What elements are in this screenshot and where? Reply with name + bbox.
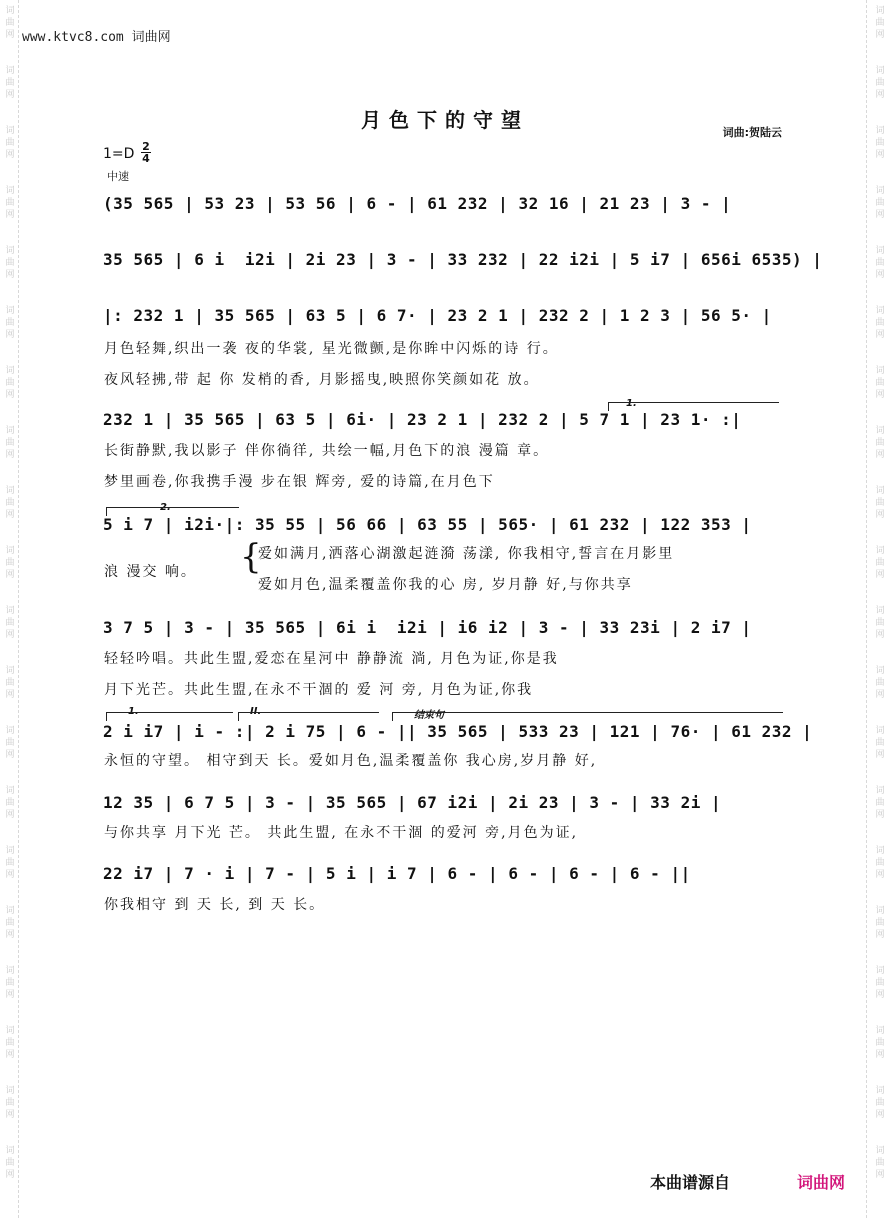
watermark-char: 网 xyxy=(875,990,885,1000)
watermark-char: 曲 xyxy=(5,618,15,628)
watermark-char: 网 xyxy=(875,270,885,280)
watermark-char: 曲 xyxy=(875,138,885,148)
watermark-char: 曲 xyxy=(5,498,15,508)
lyric-6a: 轻轻吟唱。共此生盟,爱恋在星河中 静静流 淌, 月色为证,你是我 xyxy=(104,651,559,667)
watermark-char: 词 xyxy=(875,666,885,676)
volta-ii-label: II. xyxy=(250,706,262,717)
watermark-char: 网 xyxy=(5,450,15,460)
watermark-char: 网 xyxy=(875,810,885,820)
watermark-char: 曲 xyxy=(875,558,885,568)
watermark-char: 网 xyxy=(5,330,15,340)
watermark-char: 词 xyxy=(5,426,15,436)
watermark-char: 网 xyxy=(875,390,885,400)
watermark-char: 网 xyxy=(5,810,15,820)
watermark-char: 曲 xyxy=(875,858,885,868)
score-line-9: 22 i7 | 7 · i | 7 - | 5 i | i 7 | 6 - | 6 - | 6 - | 6 - || xyxy=(103,864,691,883)
watermark-char: 网 xyxy=(5,390,15,400)
watermark-char: 网 xyxy=(5,90,15,100)
lyric-7: 永恒的守望。 相守到天 长。爱如月色,温柔覆盖你 我心房,岁月静 好, xyxy=(104,753,598,769)
watermark-char: 曲 xyxy=(5,978,15,988)
score-line-1: (35 565 | 53 23 | 53 56 | 6 - | 61 232 | 32 16 | 21 23 | 3 - | xyxy=(103,194,732,213)
left-divider xyxy=(18,0,19,1218)
watermark-char: 词 xyxy=(5,186,15,196)
watermark-char: 曲 xyxy=(875,78,885,88)
key-signature: 1=D xyxy=(103,146,135,162)
watermark-char: 网 xyxy=(5,930,15,940)
time-sig-bottom: 4 xyxy=(142,152,150,165)
watermark-char: 曲 xyxy=(875,258,885,268)
watermark-char: 网 xyxy=(875,630,885,640)
watermark-char: 曲 xyxy=(5,78,15,88)
lyric-5b: 爱如月色,温柔覆盖你我的心 房, 岁月静 好,与你共享 xyxy=(258,577,633,593)
watermark-char: 词 xyxy=(875,546,885,556)
watermark-char: 网 xyxy=(875,210,885,220)
watermark-char: 曲 xyxy=(875,498,885,508)
watermark-char: 词 xyxy=(875,486,885,496)
left-watermark-strip xyxy=(4,0,16,1218)
watermark-char: 网 xyxy=(5,210,15,220)
volta-1-label: 1. xyxy=(626,398,637,409)
watermark-char: 网 xyxy=(5,630,15,640)
watermark-char: 曲 xyxy=(5,558,15,568)
watermark-char: 词 xyxy=(875,606,885,616)
watermark-char: 网 xyxy=(5,750,15,760)
watermark-char: 网 xyxy=(5,1170,15,1180)
watermark-char: 词 xyxy=(5,786,15,796)
watermark-char: 网 xyxy=(875,750,885,760)
watermark-char: 词 xyxy=(875,66,885,76)
watermark-char: 词 xyxy=(875,186,885,196)
right-divider xyxy=(866,0,867,1218)
watermark-char: 曲 xyxy=(5,378,15,388)
lyric-4b: 梦里画卷,你我携手漫 步在银 辉旁, 爱的诗篇,在月色下 xyxy=(104,474,495,490)
watermark-char: 曲 xyxy=(875,378,885,388)
lyric-8: 与你共享 月下光 芒。 共此生盟, 在永不干涸 的爱河 旁,月色为证, xyxy=(104,825,579,841)
watermark-char: 曲 xyxy=(5,738,15,748)
watermark-char: 曲 xyxy=(5,1158,15,1168)
score-line-5: 5 i 7 | i2i·|: 35 55 | 56 66 | 63 55 | 565· | 61 232 | 122 353 | xyxy=(103,515,752,534)
footer-logo[interactable]: 词曲网 xyxy=(797,1173,846,1192)
lyric-4a: 长街静默,我以影子 伴你徜徉, 共绘一幅,月色下的浪 漫篇 章。 xyxy=(104,443,550,459)
watermark-char: 词 xyxy=(875,6,885,16)
watermark-char: 曲 xyxy=(875,978,885,988)
watermark-char: 曲 xyxy=(875,798,885,808)
watermark-char: 词 xyxy=(5,126,15,136)
watermark-char: 曲 xyxy=(5,318,15,328)
watermark-char: 词 xyxy=(875,426,885,436)
watermark-char: 词 xyxy=(875,306,885,316)
watermark-char: 曲 xyxy=(5,918,15,928)
watermark-char: 曲 xyxy=(5,438,15,448)
watermark-char: 曲 xyxy=(875,678,885,688)
watermark-char: 网 xyxy=(875,870,885,880)
watermark-char: 网 xyxy=(875,690,885,700)
score-line-8: 12 35 | 6 7 5 | 3 - | 35 565 | 67 i2i | 2i 23 | 3 - | 33 2i | xyxy=(103,793,722,812)
footer-source: 本曲谱源自 xyxy=(650,1173,731,1192)
watermark-char: 曲 xyxy=(875,1158,885,1168)
watermark-char: 网 xyxy=(875,150,885,160)
watermark-char: 曲 xyxy=(875,18,885,28)
score-line-7: 2 i i7 | i - :| 2 i 75 | 6 - || 35 565 | 533 23 | 121 | 76· | 61 232 | xyxy=(103,722,813,741)
watermark-char: 词 xyxy=(5,906,15,916)
watermark-char: 曲 xyxy=(875,318,885,328)
watermark-char: 网 xyxy=(875,330,885,340)
watermark-char: 词 xyxy=(875,1146,885,1156)
watermark-char: 曲 xyxy=(5,1038,15,1048)
watermark-char: 网 xyxy=(5,690,15,700)
watermark-char: 曲 xyxy=(5,18,15,28)
watermark-char: 词 xyxy=(5,66,15,76)
right-watermark-strip xyxy=(874,0,886,1218)
coda-label: 结束句 xyxy=(414,710,444,721)
watermark-char: 词 xyxy=(875,786,885,796)
watermark-char: 网 xyxy=(875,570,885,580)
watermark-char: 曲 xyxy=(5,798,15,808)
volta-1b-label: 1. xyxy=(128,706,139,717)
credit: 词曲:贺陆云 xyxy=(722,126,782,139)
watermark-char: 词 xyxy=(5,666,15,676)
watermark-char: 曲 xyxy=(875,618,885,628)
watermark-char: 网 xyxy=(5,30,15,40)
watermark-char: 词 xyxy=(875,846,885,856)
score-line-3: |: 232 1 | 35 565 | 63 5 | 6 7· | 23 2 1 | 232 2 | 1 2 3 | 56 5· | xyxy=(103,306,772,325)
watermark-char: 网 xyxy=(875,30,885,40)
watermark-char: 曲 xyxy=(5,138,15,148)
lyric-6b: 月下光芒。共此生盟,在永不干涸的 爱 河 旁, 月色为证,你我 xyxy=(104,682,534,698)
volta-1b-bracket xyxy=(106,712,233,721)
lyric-3b: 夜风轻拂,带 起 你 发梢的香, 月影摇曳,映照你笑颜如花 放。 xyxy=(104,372,540,388)
lyric-5a: 爱如满月,洒落心湖激起涟漪 荡漾, 你我相守,誓言在月影里 xyxy=(258,546,675,562)
watermark-char: 词 xyxy=(5,1146,15,1156)
watermark-char: 网 xyxy=(875,1050,885,1060)
watermark-char: 词 xyxy=(875,246,885,256)
watermark-char: 词 xyxy=(5,846,15,856)
song-title: 月色下的守望 xyxy=(361,108,529,132)
site-url[interactable]: www.ktvc8.com 词曲网 xyxy=(22,30,171,45)
watermark-char: 曲 xyxy=(5,858,15,868)
watermark-char: 曲 xyxy=(875,1098,885,1108)
watermark-char: 词 xyxy=(875,726,885,736)
coda-bracket xyxy=(392,712,783,721)
watermark-char: 网 xyxy=(875,510,885,520)
score-line-4: 232 1 | 35 565 | 63 5 | 6i· | 23 2 1 | 232 2 | 5 7 1 | 23 1· :| xyxy=(103,410,742,429)
watermark-char: 曲 xyxy=(5,258,15,268)
tempo-mark: 中速 xyxy=(107,170,129,183)
score-line-6: 3 7 5 | 3 - | 35 565 | 6i i i2i | i6 i2 | 3 - | 33 23i | 2 i7 | xyxy=(103,618,752,637)
watermark-char: 词 xyxy=(875,966,885,976)
watermark-char: 网 xyxy=(5,570,15,580)
watermark-char: 词 xyxy=(5,546,15,556)
watermark-char: 网 xyxy=(5,510,15,520)
watermark-char: 词 xyxy=(875,1086,885,1096)
time-signature xyxy=(141,141,151,164)
watermark-char: 曲 xyxy=(5,1098,15,1108)
watermark-char: 词 xyxy=(5,1026,15,1036)
watermark-char: 网 xyxy=(5,1110,15,1120)
watermark-char: 网 xyxy=(875,450,885,460)
watermark-char: 曲 xyxy=(5,678,15,688)
lyric-5-tail: 浪 漫交 响。 xyxy=(104,564,197,580)
watermark-char: 曲 xyxy=(875,918,885,928)
watermark-char: 词 xyxy=(5,6,15,16)
watermark-char: 词 xyxy=(5,726,15,736)
watermark-char: 词 xyxy=(5,966,15,976)
watermark-char: 网 xyxy=(875,90,885,100)
watermark-char: 网 xyxy=(5,1050,15,1060)
score-line-2: 35 565 | 6 i i2i | 2i 23 | 3 - | 33 232 | 22 i2i | 5 i7 | 656i 6535) | xyxy=(103,250,823,269)
watermark-char: 词 xyxy=(875,366,885,376)
watermark-char: 曲 xyxy=(875,198,885,208)
volta-2-label: 2. xyxy=(160,502,171,513)
watermark-char: 曲 xyxy=(5,198,15,208)
watermark-char: 词 xyxy=(5,486,15,496)
watermark-char: 词 xyxy=(5,606,15,616)
watermark-char: 网 xyxy=(5,270,15,280)
time-sig-top: 2 xyxy=(142,140,150,153)
watermark-char: 词 xyxy=(875,126,885,136)
lyric-3a: 月色轻舞,织出一袭 夜的华裳, 星光微颤,是你眸中闪烁的诗 行。 xyxy=(104,341,559,357)
watermark-char: 词 xyxy=(5,306,15,316)
watermark-char: 曲 xyxy=(875,1038,885,1048)
watermark-char: 网 xyxy=(875,1170,885,1180)
watermark-char: 曲 xyxy=(875,738,885,748)
watermark-char: 曲 xyxy=(875,438,885,448)
watermark-char: 词 xyxy=(5,366,15,376)
watermark-char: 网 xyxy=(5,150,15,160)
watermark-char: 词 xyxy=(5,246,15,256)
watermark-char: 词 xyxy=(875,1026,885,1036)
lyric-brace: { xyxy=(240,537,262,577)
watermark-char: 网 xyxy=(5,870,15,880)
lyric-9: 你我相守 到 天 长, 到 天 长。 xyxy=(104,897,326,913)
watermark-char: 网 xyxy=(875,930,885,940)
watermark-char: 词 xyxy=(5,1086,15,1096)
volta-ii-bracket xyxy=(238,712,379,721)
watermark-char: 网 xyxy=(5,990,15,1000)
watermark-char: 网 xyxy=(875,1110,885,1120)
watermark-char: 词 xyxy=(875,906,885,916)
